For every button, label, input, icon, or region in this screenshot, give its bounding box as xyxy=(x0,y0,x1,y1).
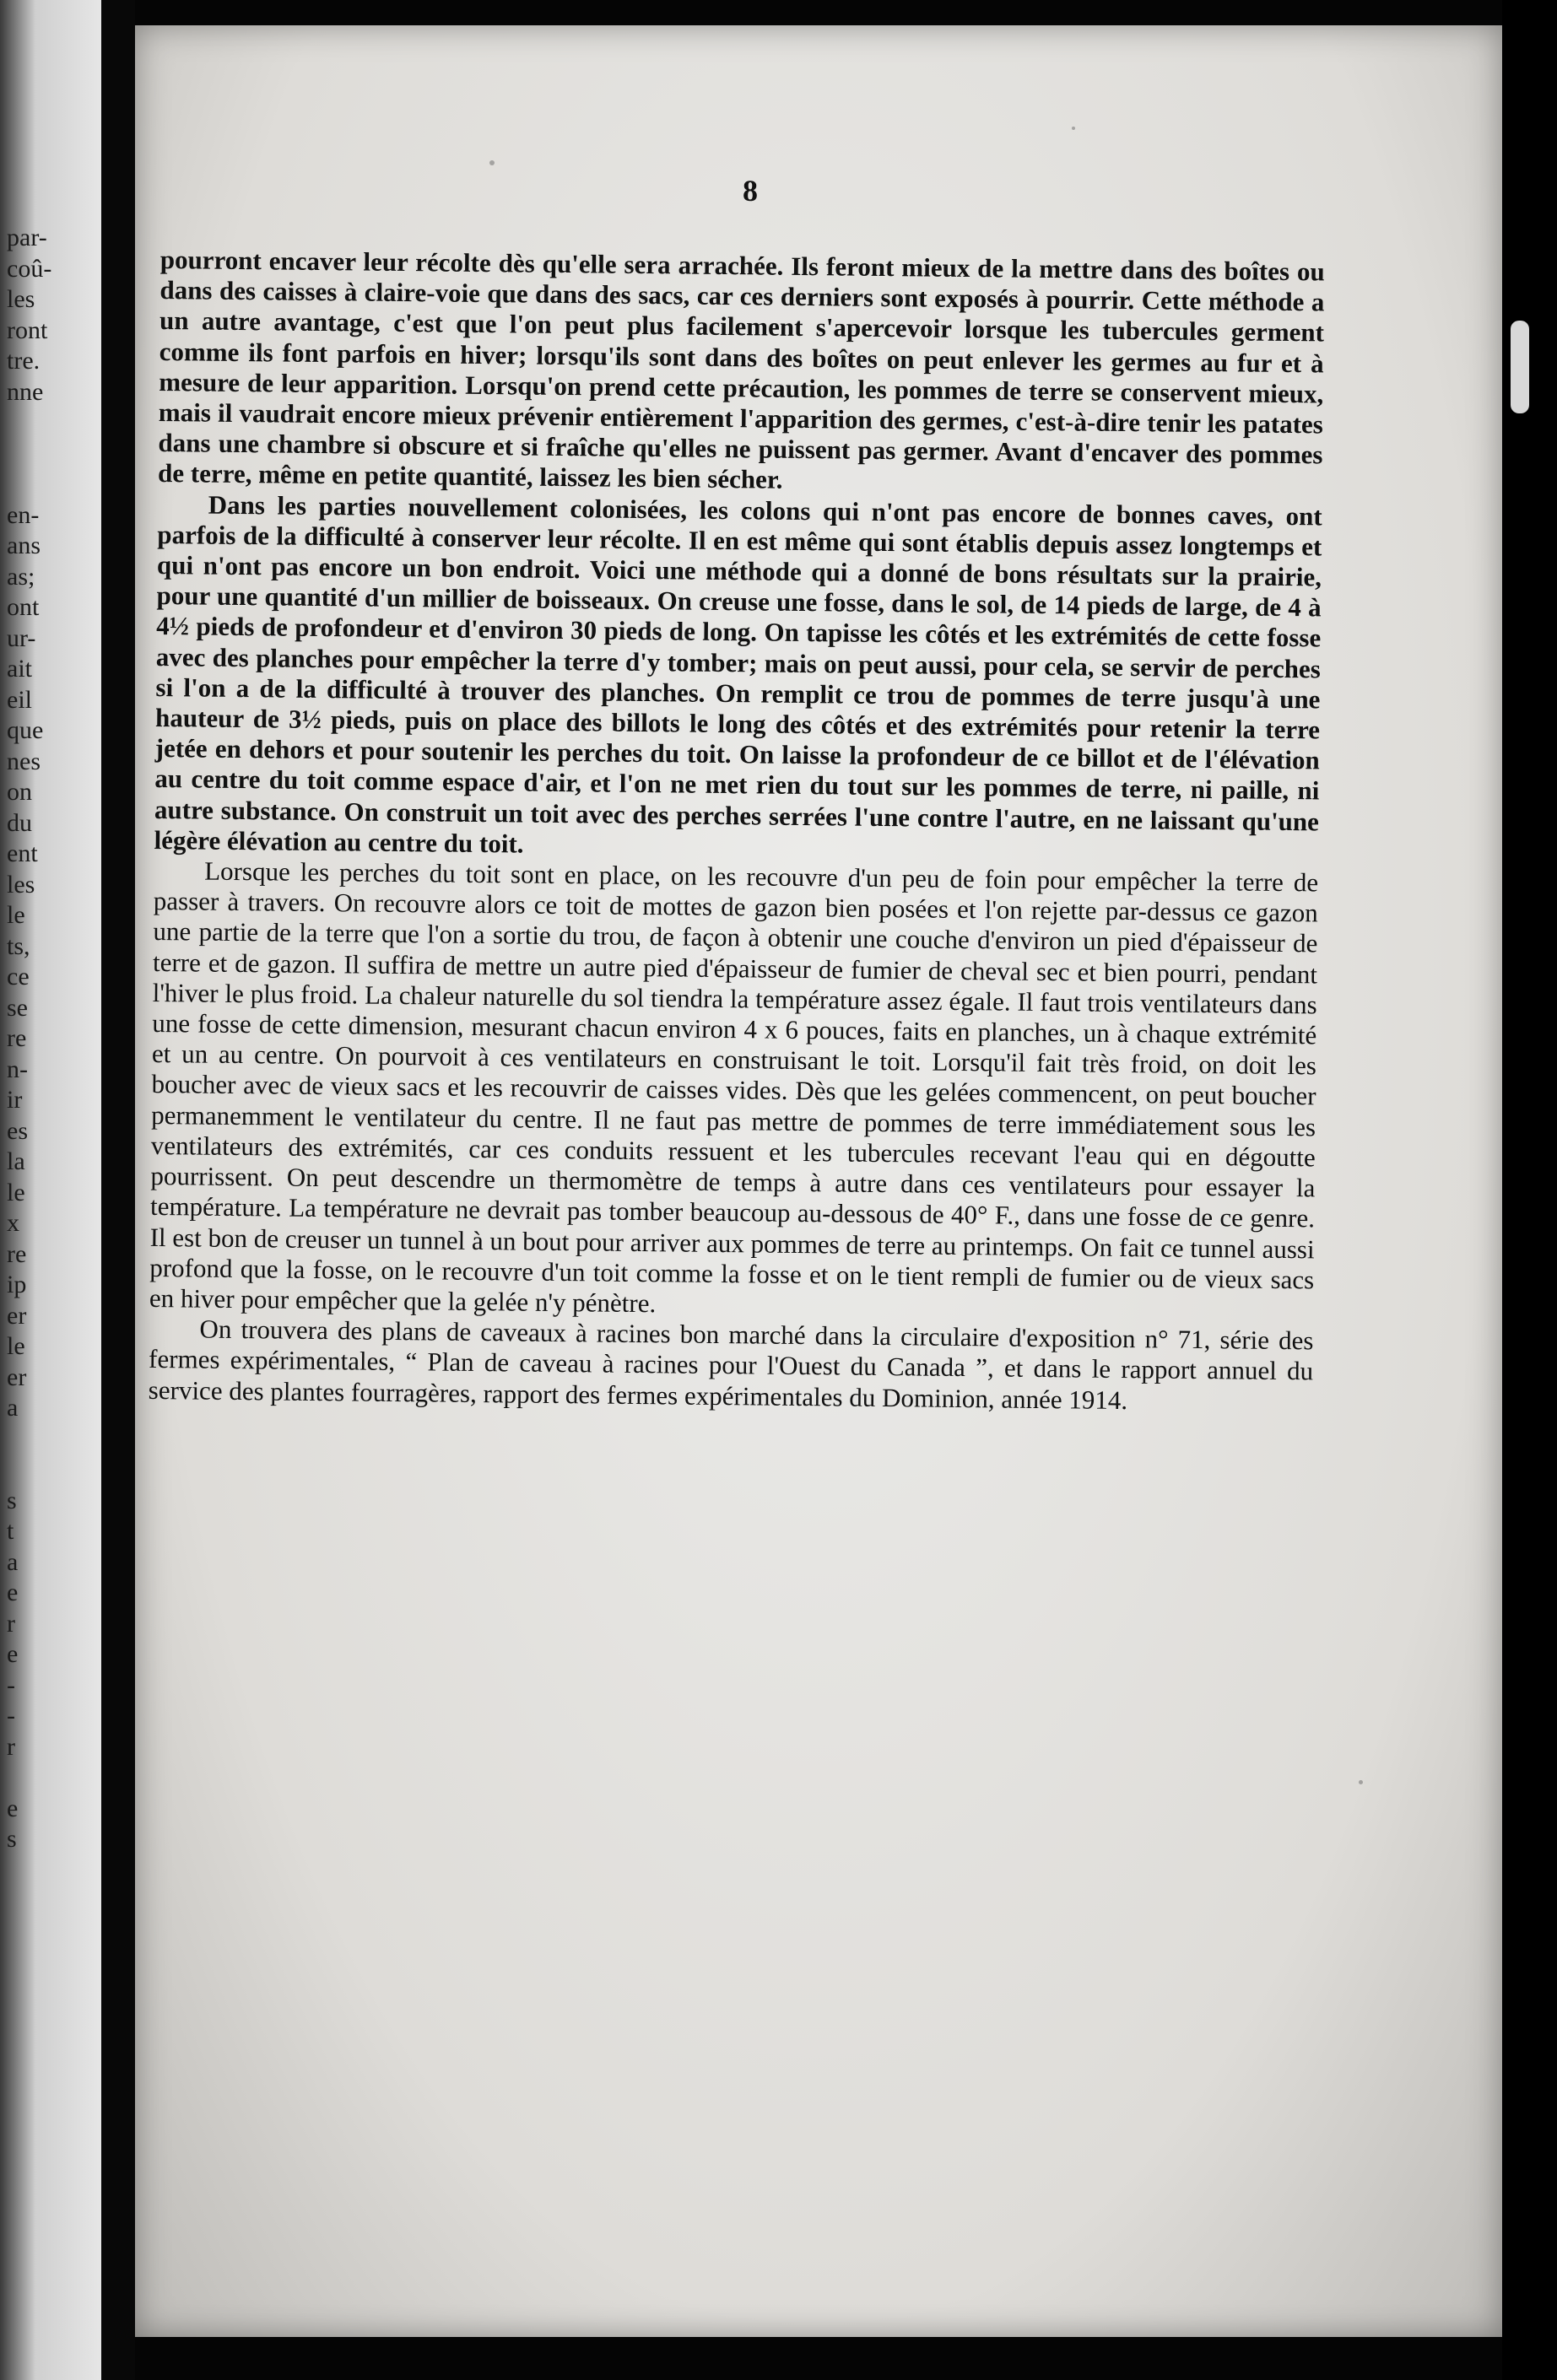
fragment-line: - xyxy=(7,1670,15,1699)
fragment-line: le xyxy=(7,1332,25,1360)
fragment-line: e xyxy=(7,1579,19,1606)
fragment-line: e xyxy=(7,1794,19,1822)
fragment-line: s xyxy=(7,1486,17,1514)
fragment-line: re xyxy=(7,1024,27,1052)
fragment-line: es xyxy=(7,1116,28,1145)
right-scan-border xyxy=(1502,0,1557,2380)
fragment-line: x xyxy=(7,1209,19,1237)
fragment-line: la xyxy=(7,1147,25,1175)
fragment-line: ce xyxy=(7,963,30,990)
fragment-line: er xyxy=(7,1363,27,1391)
page-gutter xyxy=(101,0,135,2380)
fragment-line: ir xyxy=(7,1086,23,1114)
fragment-line: re xyxy=(7,1239,27,1268)
scanned-page xyxy=(135,25,1502,2337)
fragment-line: a xyxy=(7,1394,19,1422)
fragment-line: eil xyxy=(7,685,32,714)
fragment-line: ont xyxy=(7,593,40,621)
fragment-line: du xyxy=(7,808,32,837)
fragment-line: t xyxy=(7,1517,14,1545)
page-number: 8 xyxy=(743,174,758,208)
page-text-body xyxy=(149,245,1325,1417)
fragment-line: e xyxy=(7,1640,19,1668)
fragment-line: r xyxy=(7,1732,15,1761)
fragment-line: par- xyxy=(7,224,47,251)
fragment-line: tre. xyxy=(7,347,41,375)
fragment-line: s xyxy=(7,1825,17,1853)
scan-speck xyxy=(1072,127,1075,130)
paragraph-roof-ventilators: Lorsque les perches du toit sont en place, on les recouvre d'un peu de foin pour empêcher la terre de passer à travers. On recouvre alors ce toit de mottes de gazon bien posées et l'on rejette par-dessus ce gazon une partie de la terre que l'on a sortie du trou, de façon à obtenir une couche d'environ un pied d'épaisseur de terre et de gazon. Il suffira de mettre un autre pied d'épaisseur de fumier de cheval sec et bien pourri, pendant l'hiver le plus froid. La chaleur naturelle du sol tiendra la température assez égale. Il faut trois ventilateurs dans une fosse de cette dimension, mesurant chacun environ 4 x 6 pouces, faits en planches, un à chaque extrémité et un au centre. On pourvoit à ces ventilateurs en construisant le toit. Lorsqu'il fait très froid, on doit les boucher avec de vieux sacs et les recouvrir de caisses vides. Dès que les gelées commencent, on peut boucher permanemment le ventilateur du centre. Il ne faut pas mettre de pommes de terre immédiatement sous les ventilateurs des extrémités, car ces conduits ressuent et les tubercules recevant l'eau qui en dégoutte pourrissent. On peut descendre un thermomètre de temps à autre dans ces ventilateurs pour essayer la température. La température ne devrait pas tomber beaucoup au-dessous de 40° F., dans une fosse de ce genre. Il est bon de creuser un tunnel à un bout pour arriver aux pommes de terre au printemps. On fait ce tunnel aussi profond que la fosse, on le recouvre d'un toit comme la fosse et on le tient rempli de fumier ou de vieux sacs en hiver pour empêcher que la gelée n'y pénètre. xyxy=(149,855,1319,1319)
fragment-line: ans xyxy=(7,532,41,559)
fragment-line: on xyxy=(7,778,32,806)
scan-speck xyxy=(1359,1780,1363,1784)
fragment-line: se xyxy=(7,993,28,1022)
fragment-line: en- xyxy=(7,500,40,529)
fragment-line: nes xyxy=(7,747,41,775)
previous-page-fragment xyxy=(0,0,101,2380)
fragment-line: ip xyxy=(7,1271,27,1298)
fragment-line: que xyxy=(7,716,44,744)
fragment-line: n- xyxy=(7,1055,28,1083)
scan-speck xyxy=(489,160,495,165)
fragment-line: le xyxy=(7,901,25,929)
fragment-line: coû- xyxy=(7,254,52,283)
fragment-line: - xyxy=(7,1702,15,1730)
paragraph-prairie-pit: Dans les parties nouvellement colonisées, les colons qui n'ont pas encore de bonnes caves, ont parfois de la difficulté à conserver leur récolte. Il en est même qui sont établis depuis assez longtemps et qui n'ont pas encore un bon endroit. Voici une méthode qui a donné de bons résultats sur la prairie, pour une quantité d'un millier de boisseaux. On creuse une fosse, dans le sol, de 14 pieds de large, de 4 à 4½ pieds de profondeur et d'environ 30 pieds de long. On tapisse les côtés et les extrémités de cette fosse avec des planches pour empêcher la terre d'y tomber; mais on peut aussi, pour cela, se servir de perches si l'on a de la difficulté à trouver des planches. On remplit ce trou de pommes de terre jusqu'à une hauteur de 3½ pieds, puis on place des billots le long des côtés et des extrémités pour retenir la terre jetée en dehors et pour soutenir les perches du toit. On laisse la profondeur de ce billot et de l'élévation au centre du toit comme espace d'air, et l'on ne met rien du tout sur les pommes de terre, ni paille, ni autre substance. On construit un toit avec des perches serrées l'une contre l'autre, en ne laissant qu'une légère élévation au centre du toit. xyxy=(154,489,1322,859)
fragment-line: nne xyxy=(7,377,44,406)
fragment-line: r xyxy=(7,1609,15,1638)
paragraph-storage-boxes: pourront encaver leur récolte dès qu'elle sera arrachée. Ils feront mieux de la mettre dans des boîtes ou dans des caisses à claire-voie que dans des sacs, car ces derniers sont exposés à pourrir. Cette méthode a un autre avantage, c'est que l'on peut plus facilement s'apercevoir lorsque les tubercules germent comme ils font parfois en hiver; lorsqu'ils sont dans des boîtes on peut enlever les germes au fur et à mesure de leur apparition. Lorsqu'on prend cette précaution, les pommes de terre se conservent mieux, mais il vaudrait encore mieux prévenir entièrement l'apparition des germes, c'est-à-dire tenir les patates dans une chambre si obscure et si fraîche qu'elles ne puissent pas germer. Avant d'encaver des pommes de terre, même en petite quantité, laissez les bien sécher. xyxy=(157,245,1325,495)
fragment-line: er xyxy=(7,1301,27,1330)
fragment-line: a xyxy=(7,1547,19,1576)
fragment-line: le xyxy=(7,1178,25,1206)
fragment-line: ts, xyxy=(7,931,30,960)
fragment-line: ront xyxy=(7,316,48,344)
fragment-line: ait xyxy=(7,655,32,683)
fragment-line: ur- xyxy=(7,623,36,652)
fragment-line: les xyxy=(7,285,35,313)
fragment-line: as; xyxy=(7,562,35,591)
fragment-line: ent xyxy=(7,839,38,867)
paragraph-references: On trouvera des plans de caveaux à racines bon marché dans la circulaire d'exposition n° 71, série des fermes expérimentales, “ Plan de caveau à racines pour l'Ouest du Canada ”, et dans le rapport annuel du service des plantes fourragères, rapport des fermes expérimentales du Dominion, année 1914. xyxy=(148,1314,1314,1415)
scan-artifact xyxy=(1511,321,1529,413)
fragment-line: les xyxy=(7,870,35,899)
